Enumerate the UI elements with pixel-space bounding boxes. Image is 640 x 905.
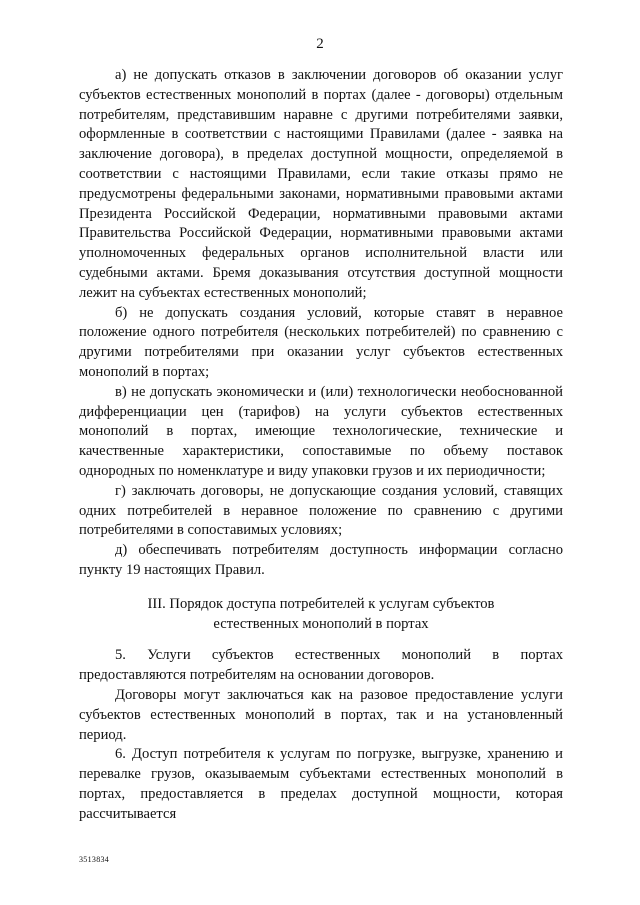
document-body	[79, 66, 563, 824]
section-heading	[79, 595, 563, 635]
paragraph-6: 6. Доступ потребителя к услугам по погрузке, выгрузке, хранению и перевалке грузов, оказываемым субъектами естественных монополий в портах, предоставляется в пределах доступной мощности, которая рассчитывается	[79, 746, 563, 822]
item-v: в) не допускать экономически и (или) технологически необоснованной дифференциации цен (тарифов) на услуги субъектов естественных монополий в портах, имеющие технологические, технические и качественные характеристики, сопоставимые по объему поставок однородных по номенклатуре и виду упаковки грузов и их периодичности;	[79, 383, 563, 479]
section-heading-line-1: III. Порядок доступа потребителей к услугам субъектов	[147, 595, 495, 612]
item-d: д) обеспечивать потребителям доступность информации согласно пункту 19 настоящих Правил.	[79, 542, 563, 578]
item-a: а) не допускать отказов в заключении договоров об оказании услуг субъектов естественных монополий в портах (далее - договоры) отдельным потребителям, представившим наравне с другими потребителями заявки, оформленные в соответствии с настоящими Правилами (далее - заявка на заключение договора), в пределах доступной мощности, определяемой в соответствии с настоящими Правилами, если такие отказы прямо не предусмотрены федеральными законами, нормативными правовыми актами Президента Российской Федерации, нормативными правовыми актами Правительства Российской Федерации, нормативными правовыми актами уполномоченных федеральных органов исполнительной власти или судебными актами. Бремя доказывания отсутствия доступной мощности лежит на субъектах естественных монополий;	[79, 67, 563, 301]
section-heading-line-2: естественных монополий в портах	[213, 615, 429, 632]
document-id: 3513834	[79, 855, 110, 864]
page-number: 2	[316, 36, 324, 52]
item-g: г) заключать договоры, не допускающие создания условий, ставящих одних потребителей в неравное положение по сравнению с другими потребителями в сопоставимых условиях;	[79, 482, 563, 539]
paragraph-5: 5. Услуги субъектов естественных монополий в портах предоставляются потребителям на основании договоров.	[79, 647, 563, 684]
paragraph-contracts: Договоры могут заключаться как на разовое предоставление услуги субъектов естественных монополий в портах, так и на установленный период.	[79, 686, 563, 743]
item-b: б) не допускать создания условий, которые ставят в неравное положение одного потребителя (нескольких потребителей) по сравнению с другими потребителями при оказании услуг субъектов естественных монополий в портах;	[79, 304, 563, 380]
